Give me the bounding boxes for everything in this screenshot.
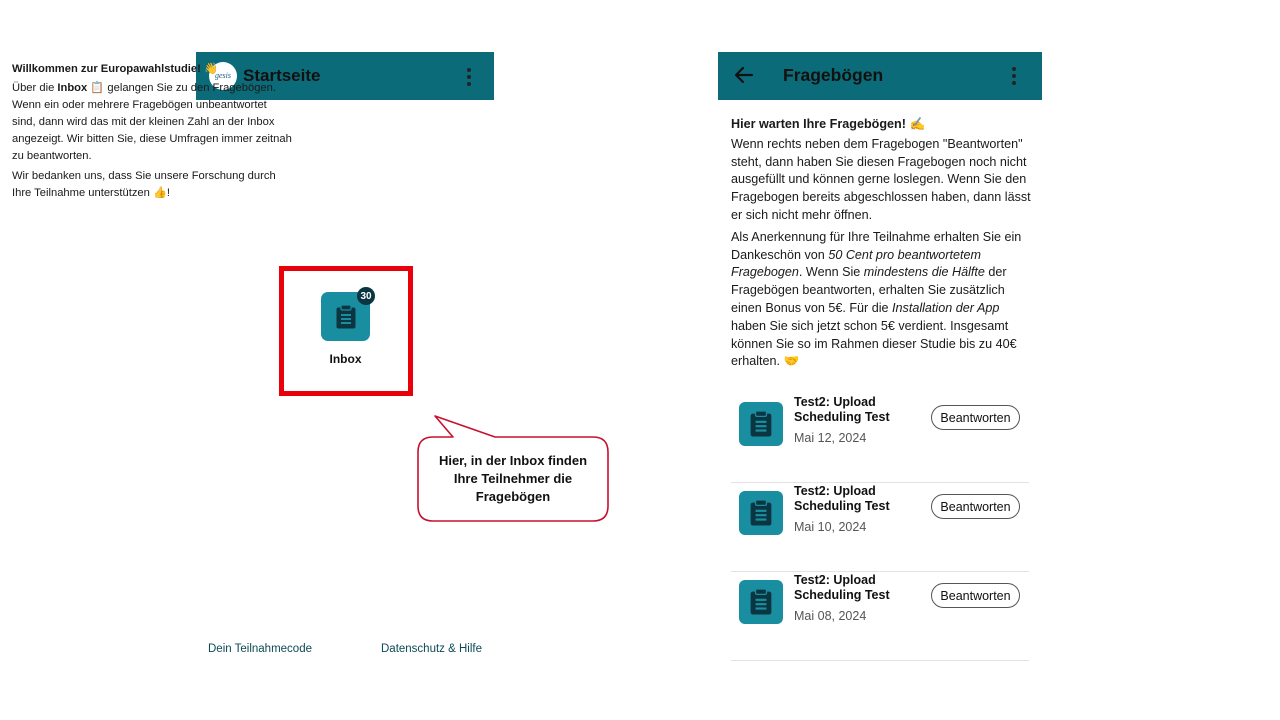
answer-explanation: Wenn rechts neben dem Fragebogen "Beantworten" steht, dann haben Sie diesen Fragebogen noch nicht ausgefüllt und können gerne loslegen. Wenn Sie den Fragebogen bereits abgeschlossen haben, dann lässt er sich nicht mehr öffnen. (731, 136, 1031, 222)
questionnaire-date: Mai 12, 2024 (794, 431, 867, 445)
back-arrow-icon[interactable] (734, 65, 754, 85)
reward-explanation (731, 229, 1031, 371)
questionnaires-heading: Hier warten Ihre Fragebögen! ✍️ (731, 117, 926, 131)
reward-text: der Fragebögen beantworten, erhalten Sie zusätzlich einen Bonus von 5€. Für die (731, 265, 1007, 315)
callout-line: Fragebögen (475, 489, 551, 504)
questionnaire-icon (739, 402, 783, 446)
inbox-explanation-suffix: 📋 gelangen Sie zu den Fragebögen. Wenn ein oder mehrere Fragebögen unbeantwortet sind, dann wird das mit der kleinen Zahl an der Inbox angezeigt. Wir bitten Sie, diese Umfragen immer zeitnah zu beantworten. (12, 82, 292, 162)
answer-button[interactable]: Beantworten (931, 494, 1020, 519)
thanks-text: Wir bedanken uns, dass Sie unsere Forschung durch Ihre Teilnahme unterstützen 👍! (12, 170, 276, 199)
reward-emphasis: Installation der App (892, 300, 1000, 315)
reward-text: haben Sie sich jetzt schon 5€ verdient. Insgesamt können Sie so im Rahmen dieser Studie bis zu 40€ erhalten. 🤝 (731, 318, 1017, 369)
reward-emphasis: mindestens die Hälfte (863, 265, 985, 280)
questionnaire-icon (739, 580, 783, 624)
unread-count-badge: 30 (357, 287, 375, 305)
answer-button[interactable]: Beantworten (931, 405, 1020, 430)
callout-line: Ihre Teilnehmer die (453, 471, 573, 486)
inbox-explanation (12, 80, 292, 165)
questionnaire-title: Test2: Upload Scheduling Test (794, 573, 890, 602)
reward-emphasis: 50 Cent pro beantwortetem Fragebogen (731, 247, 981, 280)
clipboard-icon (749, 498, 773, 528)
answer-button[interactable]: Beantworten (931, 583, 1020, 608)
questionnaires-app-bar (718, 52, 1042, 100)
callout-line: Hier, in der Inbox finden (438, 453, 588, 468)
questionnaire-list-item[interactable] (731, 573, 1029, 661)
home-intro-text (12, 61, 292, 205)
clipboard-icon (749, 587, 773, 617)
questionnaire-title: Test2: Upload Scheduling Test (794, 395, 890, 424)
participation-code-link[interactable]: Dein Teilnahmecode (208, 643, 312, 655)
privacy-help-link[interactable]: Datenschutz & Hilfe (381, 643, 482, 655)
reward-text: . Wenn Sie (798, 265, 864, 280)
clipboard-icon (749, 409, 773, 439)
inbox-explanation-prefix: Über die (12, 82, 58, 94)
questionnaires-intro (731, 116, 1031, 375)
questionnaire-list-item[interactable] (731, 395, 1029, 483)
reward-text: Als Anerkennung für Ihre Teilnahme erhalten Sie ein Dankeschön von (731, 229, 1022, 262)
questionnaire-date: Mai 10, 2024 (794, 520, 867, 534)
questionnaire-title: Test2: Upload Scheduling Test (794, 484, 890, 513)
page-title: Startseite (243, 66, 321, 85)
questionnaire-icon (739, 491, 783, 535)
questionnaire-list-item[interactable] (731, 484, 1029, 572)
welcome-heading: Willkommen zur Europawahlstudie! 👋 (12, 63, 218, 75)
inbox-explanation-bold: Inbox (57, 82, 88, 94)
inbox-label: Inbox (329, 352, 362, 366)
gesis-logo: gesis (209, 62, 237, 90)
more-options-icon[interactable] (467, 68, 471, 86)
questionnaire-date: Mai 08, 2024 (794, 609, 867, 623)
callout-text (426, 452, 600, 506)
page-title: Fragebögen (783, 65, 884, 85)
clipboard-icon (335, 304, 357, 330)
more-options-icon[interactable] (1012, 67, 1016, 85)
